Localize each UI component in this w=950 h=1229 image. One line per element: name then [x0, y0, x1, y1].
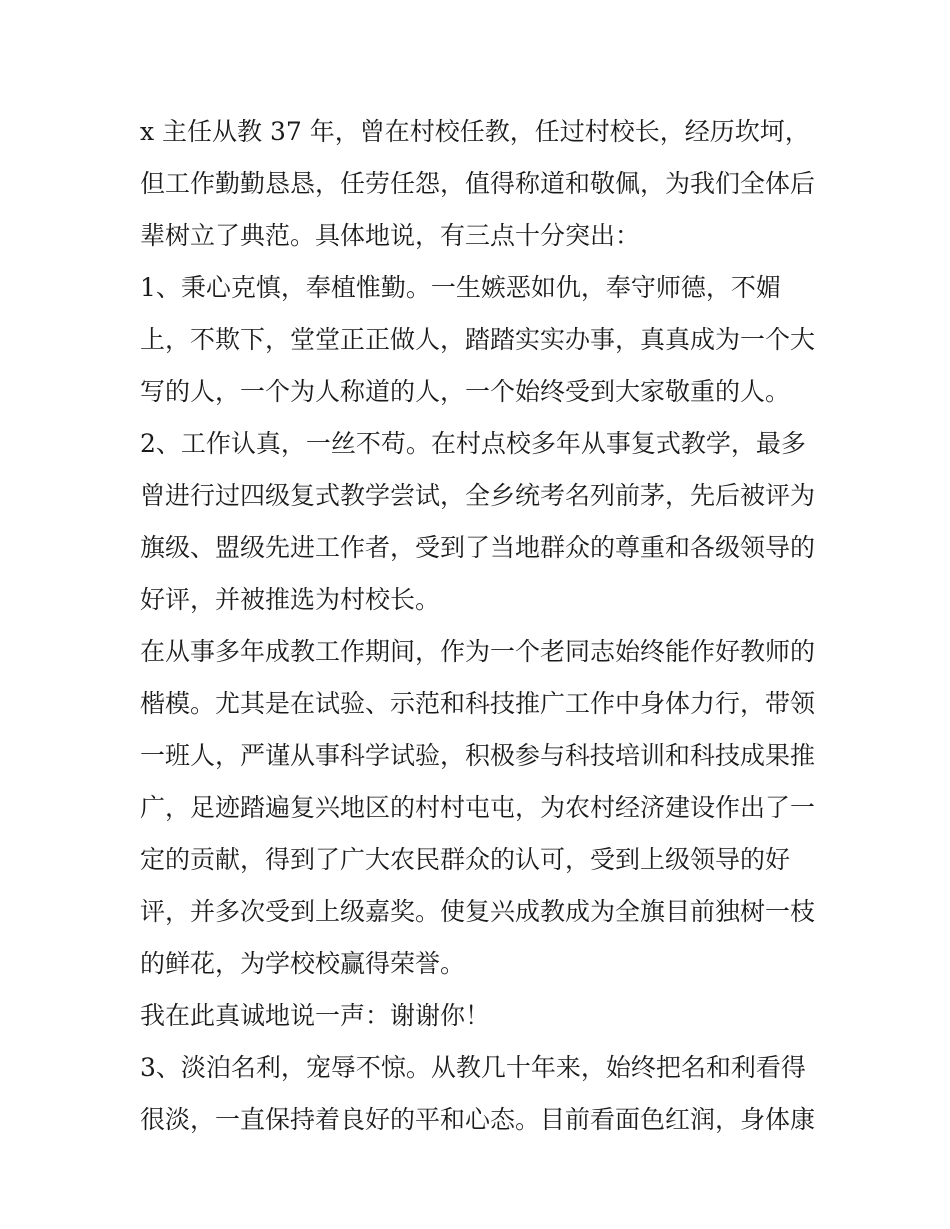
text-line: 旗级、盟级先进工作者，受到了当地群众的尊重和各级领导的	[140, 533, 816, 562]
text-line: 但工作勤勤恳恳，任劳任怨，值得称道和敬佩，为我们全体后	[140, 169, 816, 198]
text-line: 很淡，一直保持着良好的平和心态。目前看面色红润，身体康	[140, 1105, 816, 1134]
text-line: 辈树立了典范。具体地说，有三点十分突出：	[140, 221, 641, 250]
text-line: 的鲜花，为学校校赢得荣誉。	[140, 949, 466, 978]
text-line: 好评，并被推选为村校长。	[140, 585, 441, 614]
text-line: 定的贡献，得到了广大农民群众的认可，受到上级领导的好	[140, 845, 791, 874]
text-line: 2、工作认真，一丝不苟。在村点校多年从事复式教学，最多	[140, 429, 806, 458]
text-line: 1、秉心克慎，奉植惟勤。一生嫉恶如仇，奉守师德，不媚	[140, 273, 781, 302]
text-line: 上，不欺下，堂堂正正做人，踏踏实实办事，真真成为一个大	[140, 325, 816, 354]
text-line: 写的人，一个为人称道的人，一个始终受到大家敬重的人。	[140, 377, 791, 406]
text-line: 我在此真诚地说一声：谢谢你！	[140, 1001, 491, 1030]
body-text	[140, 106, 820, 1146]
text-line: x 主任从教 37 年，曾在村校任教，任过村校长，经历坎坷，	[140, 117, 810, 146]
text-line: 曾进行过四级复式教学尝试，全乡统考名列前茅，先后被评为	[140, 481, 816, 510]
text-line: 3、淡泊名利，宠辱不惊。从教几十年来，始终把名和利看得	[140, 1053, 806, 1082]
text-line: 评，并多次受到上级嘉奖。使复兴成教成为全旗目前独树一枝	[140, 897, 816, 926]
text-line: 广，足迹踏遍复兴地区的村村屯屯，为农村经济建设作出了一	[140, 793, 816, 822]
text-line: 楷模。尤其是在试验、示范和科技推广工作中身体力行，带领	[140, 689, 816, 718]
text-line: 一班人，严谨从事科学试验，积极参与科技培训和科技成果推	[140, 741, 816, 770]
text-line: 在从事多年成教工作期间，作为一个老同志始终能作好教师的	[140, 637, 816, 666]
